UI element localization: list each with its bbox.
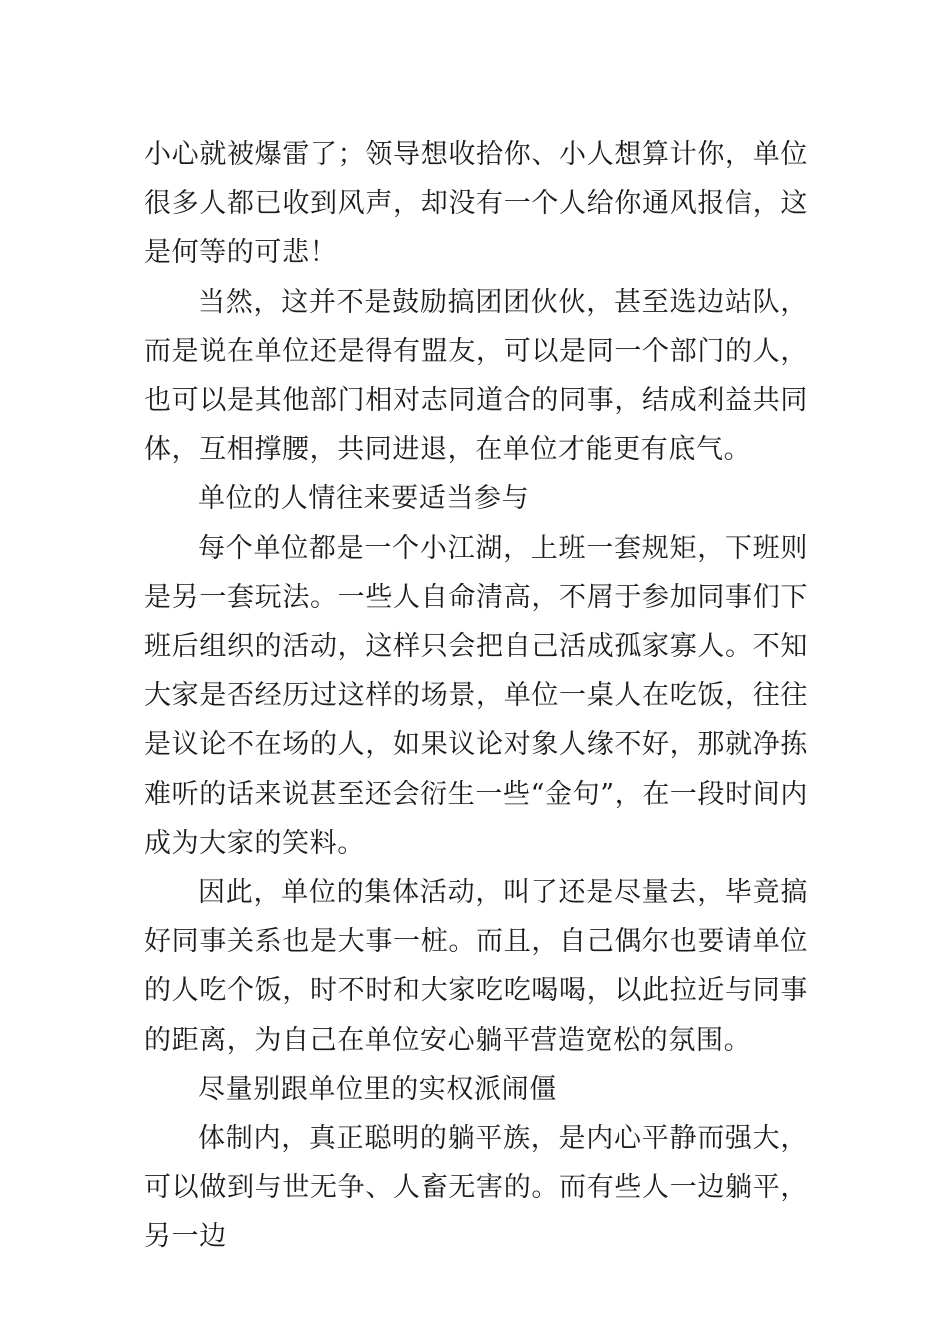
- section-heading-social: 单位的人情往来要适当参与: [198, 483, 530, 515]
- paragraph-group-activities: 因此，单位的集体活动，叫了还是尽量去，毕竟搞好同事关系也是大事一桩。而且，自己偶尔也要请单位的人吃个饭，时不时和大家吃吃喝喝，以此拉近与同事的距离，为自己在单位安心躺平营造宽松的氛围。: [144, 877, 808, 1056]
- paragraph-continuation: 小心就被爆雷了；领导想收拾你、小人想算计你，单位很多人都已收到风声，却没有一个人给你通风报信，这是何等的可悲！: [144, 139, 808, 269]
- paragraph-jianghu: 每个单位都是一个小江湖，上班一套规矩，下班则是另一套玩法。一些人自命清高，不屑于参加同事们下班后组织的活动，这样只会把自己活成孤家寡人。不知大家是否经历过这样的场景，单位一桌人在吃饭，往往是议论不在场的人，如果议论对象人缘不好，那就净拣难听的话来说甚至还会衍生一些“金句”，在一段时间内成为大家的笑料。: [144, 532, 808, 859]
- paragraph-lying-flat: 体制内，真正聪明的躺平族，是内心平静而强大，可以做到与世无争、人畜无害的。而有些人一边躺平，另一边: [144, 1123, 808, 1253]
- paragraph-allies: 当然，这并不是鼓励搞团团伙伙，甚至选边站队，而是说在单位还是得有盟友，可以是同一个部门的人，也可以是其他部门相对志同道合的同事，结成利益共同体，互相撑腰，共同进退，在单位才能更有底气。: [144, 286, 808, 466]
- document-body: [144, 130, 808, 1262]
- section-heading-power: 尽量别跟单位里的实权派闹僵: [198, 1073, 557, 1105]
